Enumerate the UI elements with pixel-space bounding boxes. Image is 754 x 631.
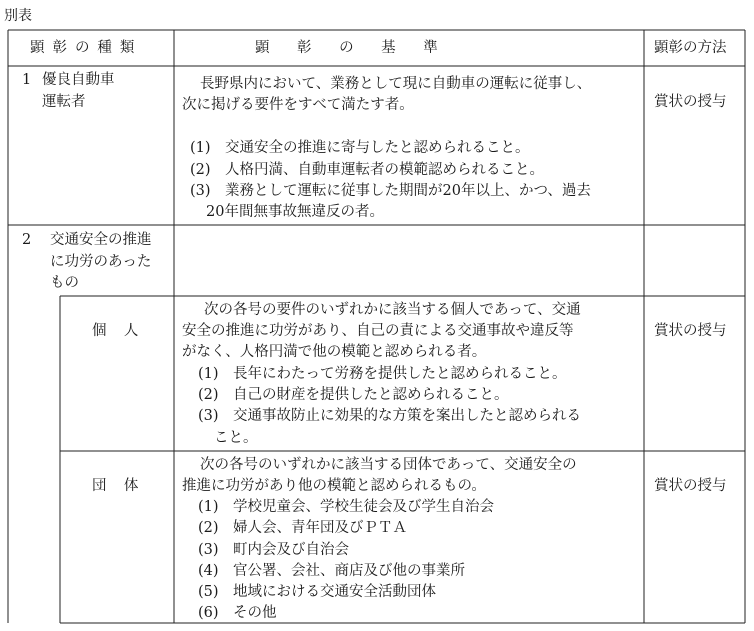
row1-item-3: (3) 業務として運転に従事した期間が20年以上、かつ、過去 [190, 183, 591, 199]
group-method: 賞状の授与 [654, 478, 727, 494]
group-item-3: (3) 町内会及び自治会 [198, 542, 350, 558]
group-item-1: (1) 学校児童会、学校生徒会及び学生自治会 [198, 499, 495, 515]
row2-type-line1: 交通安全の推進 [50, 232, 152, 248]
individual-criteria-line3: がなく、人格円満で他の模範と認められる者。 [182, 344, 487, 360]
table-caption: 別表 [4, 8, 32, 24]
row1-criteria-line1: 長野県内において、業務として現に自動車の運転に従事し、 [200, 76, 592, 92]
row1-item-1: (1) 交通安全の推進に寄与したと認められること。 [190, 140, 530, 156]
individual-label: 個人 [92, 323, 156, 339]
row2-number: 2 [22, 232, 32, 248]
group-item-6: (6) その他 [198, 605, 277, 621]
row1-criteria-line2: 次に掲げる要件をすべて満たす者。 [182, 97, 414, 113]
group-label: 団体 [92, 478, 156, 494]
header-criteria: 顕彰の基準 [255, 40, 466, 56]
individual-item-3: (3) 交通事故防止に効果的な方策を案出したと認められる [198, 408, 582, 424]
row1-type-line1: 優良自動車 [42, 72, 115, 88]
individual-method: 賞状の授与 [654, 323, 727, 339]
row2-type-line3: もの [50, 275, 79, 291]
individual-criteria-line2: 安全の推進に功労があり、自己の責による交通事故や違反等 [182, 323, 574, 339]
header-type: 顕彰の種類 [30, 40, 143, 56]
row2-type-line2: に功労のあった [50, 254, 152, 270]
group-item-2: (2) 婦人会、青年団及びＰＴＡ [198, 520, 408, 536]
individual-criteria-line1: 次の各号の要件のいずれかに該当する個人であって、交通 [204, 302, 581, 318]
row1-method: 賞状の授与 [654, 94, 727, 110]
row1-type-line2: 運転者 [42, 94, 86, 110]
group-item-5: (5) 地域における交通安全活動団体 [198, 584, 437, 600]
individual-item-3-cont: こと。 [214, 430, 258, 446]
individual-item-2: (2) 自己の財産を提供したと認められること。 [198, 387, 509, 403]
header-method: 顕彰の方法 [654, 40, 727, 56]
row1-item-2: (2) 人格円満、自動車運転者の模範認められること。 [190, 162, 545, 178]
row1-item-3-cont: 20年間無事故無違反の者。 [206, 204, 384, 220]
group-item-4: (4) 官公署、会社、商店及び他の事業所 [198, 563, 466, 579]
group-criteria-line2: 推進に功労があり他の模範と認められるもの。 [182, 478, 486, 494]
group-criteria-line1: 次の各号のいずれかに該当する団体であって、交通安全の [200, 457, 577, 473]
row1-number: 1 [22, 72, 32, 88]
individual-item-1: (1) 長年にわたって労務を提供したと認められること。 [198, 366, 567, 382]
